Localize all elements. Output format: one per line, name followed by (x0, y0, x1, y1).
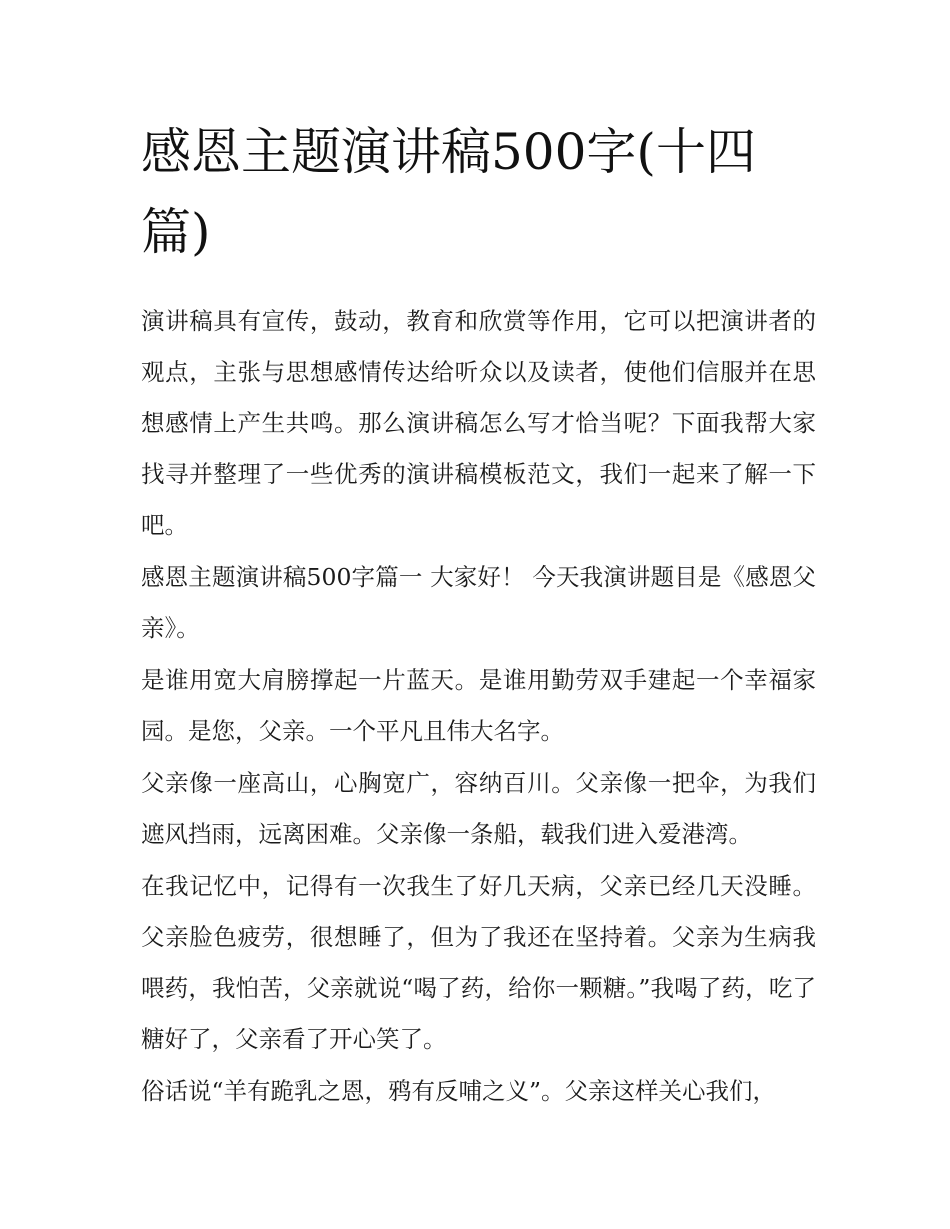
document-body (141, 112, 816, 1118)
body-paragraph: 是谁用宽大肩膀撑起一片蓝天。是谁用勤劳双手建起一个幸福家园。是您，父亲。一个平凡且伟大名字。 (141, 666, 816, 745)
document-title: 感恩主题演讲稿500字(十四篇) (141, 123, 756, 261)
body-paragraph: 在我记忆中，记得有一次我生了好几天病，父亲已经几天没睡。父亲脸色疲劳，很想睡了，但为了我还在坚持着。父亲为生病我喂药，我怕苦，父亲就说“喝了药，给你一颗糖。”我喝了药，吃了糖好了，父亲看了开心笑了。 (141, 872, 816, 1053)
speech-heading-paragraph: 感恩主题演讲稿500字篇一 大家好！ 今天我演讲题目是《感恩父亲》。 (141, 563, 816, 642)
intro-paragraph: 演讲稿具有宣传，鼓动，教育和欣赏等作用，它可以把演讲者的观点，主张与思想感情传达给听众以及读者，使他们信服并在思想感情上产生共鸣。那么演讲稿怎么写才恰当呢？下面我帮大家找寻并整理了一些优秀的演讲稿模板范文，我们一起来了解一下吧。 (141, 307, 816, 539)
body-paragraph: 父亲像一座高山，心胸宽广，容纳百川。父亲像一把伞，为我们遮风挡雨，远离困难。父亲像一条船，载我们进入爱港湾。 (141, 769, 816, 848)
body-paragraph: 俗话说“羊有跪乳之恩，鸦有反哺之义”。父亲这样关心我们， (141, 1077, 777, 1105)
